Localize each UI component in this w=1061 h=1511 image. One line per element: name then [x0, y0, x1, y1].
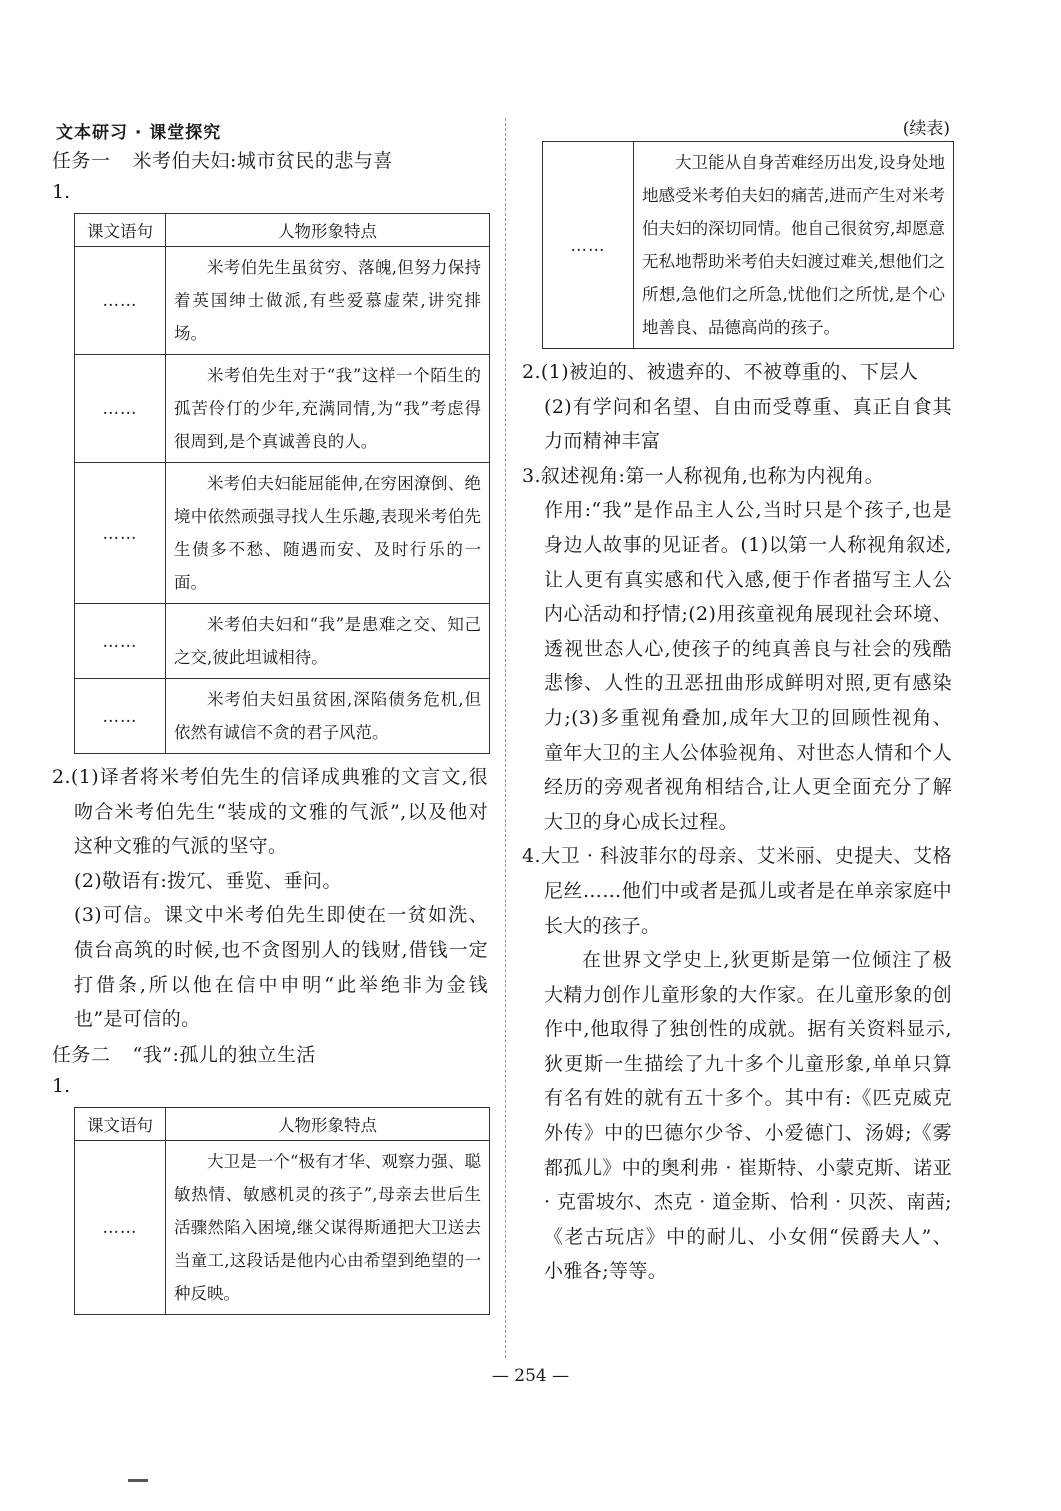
table-header-row	[75, 214, 490, 247]
task1-q2-part2: (2)敬语有:拨冗、垂览、垂问。	[74, 869, 342, 892]
task1-q2-part1: 2.(1)译者将米考伯先生的信译成典雅的文言文,很吻合米考伯先生“装成的文雅的气派”,以及他对这种文雅的气派的坚守。	[52, 766, 488, 858]
task1-heading	[52, 147, 488, 175]
task2-q3-part1: 3.叙述视角:第一人称视角,也称为内视角。	[522, 464, 884, 487]
task2-heading	[52, 1041, 488, 1069]
table-row	[543, 142, 954, 349]
quote-cell: ……	[75, 247, 166, 355]
trait-cell: 米考伯先生对于“我”这样一个陌生的孤苦伶仃的少年,充满同情,为“我”考虑得很周到,是个真诚善良的人。	[166, 355, 490, 463]
trait-cell: 大卫能从自身苦难经历出发,设身处地地感受米考伯夫妇的痛苦,进而产生对米考伯夫妇的深切同情。他自己很贫穷,却愿意无私地帮助米考伯夫妇渡过难关,想他们之所想,急他们之所急,忧他们之所忧,是个心地善良、品德高尚的孩子。	[634, 142, 954, 349]
quote-cell: ……	[543, 142, 634, 349]
task2-q2-part2: (2)有学问和名望、自由而受尊重、真正自食其力而精神丰富	[544, 395, 952, 453]
trait-cell: 米考伯夫妇能屈能伸,在穷困潦倒、绝境中依然顽强寻找人生乐趣,表现米考伯先生债多不愁、随遇而安、及时行乐的一面。	[166, 463, 490, 604]
task2-label: 任务二	[52, 1043, 111, 1066]
task2-title: “我”:孤儿的独立生活	[132, 1043, 316, 1066]
header-quote: 课文语句	[75, 1107, 166, 1140]
task2-q4-part1: 4.大卫 · 科波菲尔的母亲、艾米丽、史提夫、艾格尼丝……他们中或者是孤儿或者是在单亲家庭中长大的孩子。	[522, 845, 952, 937]
header-trait: 人物形象特点	[166, 1107, 490, 1140]
task2-q1-label: 1.	[52, 1074, 71, 1097]
task2-table	[74, 1107, 490, 1315]
quote-cell: ……	[75, 604, 166, 679]
quote-cell: ……	[75, 355, 166, 463]
task1-label: 任务一	[52, 150, 111, 172]
trait-cell: 米考伯夫妇虽贫困,深陷债务危机,但依然有诚信不贪的君子风范。	[166, 679, 490, 754]
left-column	[52, 112, 488, 1315]
table-header-row	[75, 1107, 490, 1140]
task2-q4-part2: 在世界文学史上,狄更斯是第一位倾注了极大精力创作儿童形象的大作家。在儿童形象的创作中,他取得了独创性的成就。据有关资料显示,狄更斯一生描绘了九十多个儿童形象,单单只算有名有姓的就有五十多个。其中有:《匹克威克外传》中的巴德尔少爷、小爱德门、汤姆;《雾都孤儿》中的奥利弗 · 崔斯特、小蒙克斯、诺亚 · 克雷坡尔、杰克 · 道金斯、恰利 · 贝茨、南茜;《老古玩店》中的耐儿、小女佣“侯爵夫人”、小雅各;等等。	[544, 949, 952, 1283]
quote-cell: ……	[75, 463, 166, 604]
task2-q3-part2: 作用:“我”是作品主人公,当时只是个孩子,也是身边人故事的见证者。(1)以第一人称视角叙述,让人更有真实感和代入感,便于作者描写主人公内心活动和抒情;(2)用孩童视角展现社会环境、透视世态人心,使孩子的纯真善良与社会的残酷悲惨、人性的丑恶扭曲形成鲜明对照,更有感染力;(3)多重视角叠加,成年大卫的回顾性视角、童年大卫的主人公体验视角、对世态人情和个人经历的旁观者视角相结合,让人更全面充分了解大卫的身心成长过程。	[544, 499, 952, 833]
table-row	[75, 355, 490, 463]
quote-cell: ……	[75, 1140, 166, 1314]
column-divider	[505, 118, 506, 1358]
header-trait: 人物形象特点	[166, 214, 490, 247]
trait-cell: 大卫是一个“极有才华、观察力强、聪敏热情、敏感机灵的孩子”,母亲去世后生活骤然陷入困境,继父谋得斯通把大卫送去当童工,这段话是他内心由希望到绝望的一种反映。	[166, 1140, 490, 1314]
task2-table-continued	[542, 141, 954, 349]
task1-table	[74, 213, 490, 754]
table-row	[75, 1140, 490, 1314]
right-column	[522, 112, 952, 1289]
header-quote: 课文语句	[75, 214, 166, 247]
table-row	[75, 604, 490, 679]
table-row	[75, 247, 490, 355]
task1-q1-label: 1.	[52, 181, 71, 203]
page-number: — 254 —	[491, 1366, 570, 1386]
task1-title: 米考伯夫妇:城市贫民的悲与喜	[132, 150, 393, 172]
task1-q2-part3: (3)可信。课文中米考伯先生即使在一贫如洗、债台高筑的时候,也不贪图别人的钱财,借钱一定打借条,所以他在信中申明“此举绝非为金钱也”是可信的。	[74, 904, 488, 1031]
table-row	[75, 463, 490, 604]
table-row	[75, 679, 490, 754]
trait-cell: 米考伯先生虽贫穷、落魄,但努力保持着英国绅士做派,有些爱慕虚荣,讲究排场。	[166, 247, 490, 355]
quote-cell: ……	[75, 679, 166, 754]
trait-cell: 米考伯夫妇和“我”是患难之交、知己之交,彼此坦诚相待。	[166, 604, 490, 679]
section-heading: 文本研习 · 课堂探究	[56, 123, 222, 143]
scan-mark	[128, 1479, 148, 1482]
task2-q2-part1: 2.(1)被迫的、被遗弃的、不被尊重的、下层人	[522, 361, 919, 383]
continued-label: (续表)	[902, 119, 950, 139]
